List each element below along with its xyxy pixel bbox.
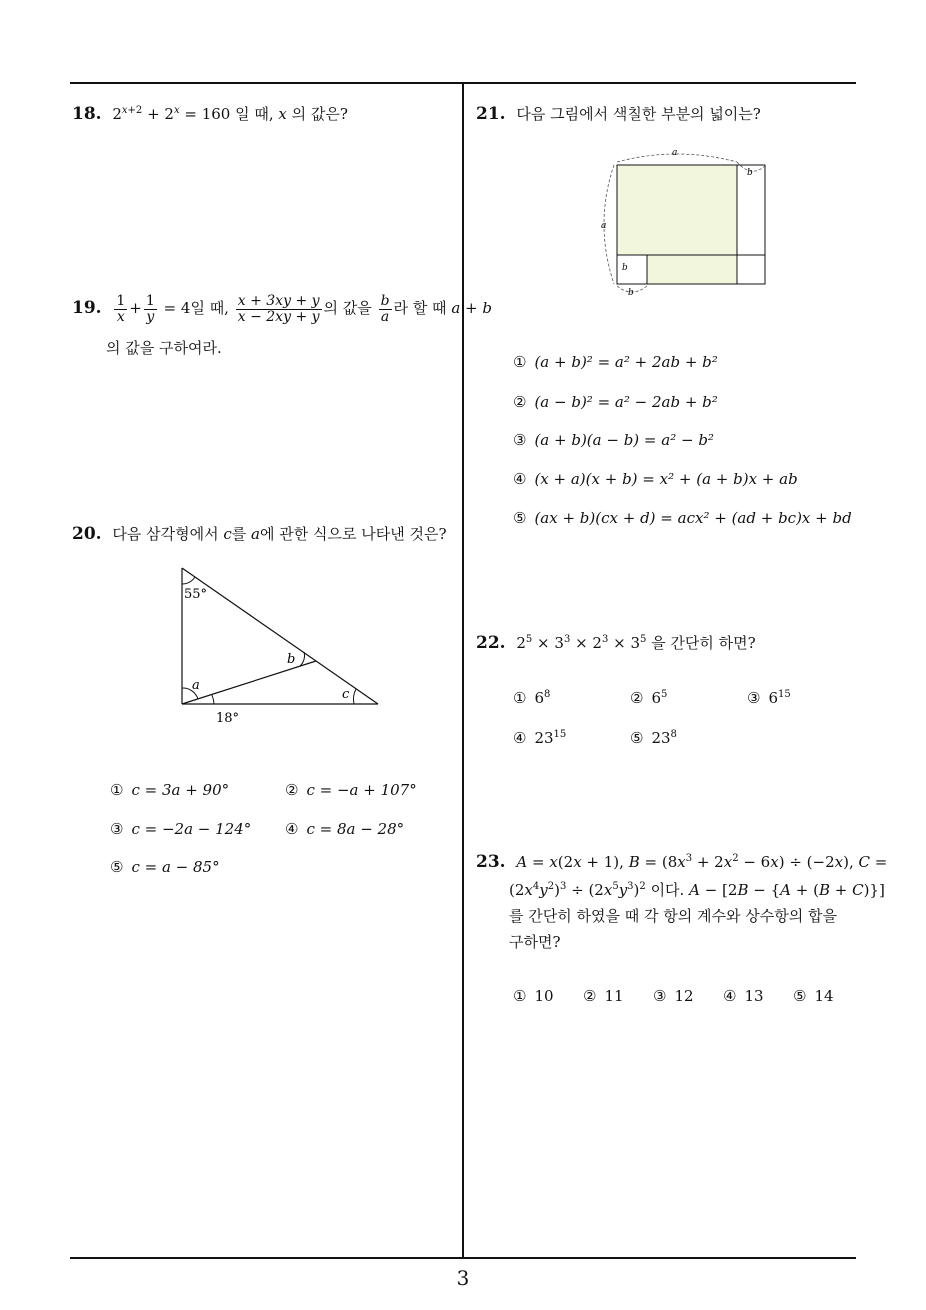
bottom-b-label: b: [628, 288, 634, 298]
angle-c-label: c: [342, 687, 350, 702]
question-text: 를: [231, 525, 247, 543]
question-23-line3: 를 간단히 하였을 때 각 항의 계수와 상수항의 합을: [509, 907, 837, 925]
inner-b-label: b: [622, 263, 628, 273]
q23-choice-1[interactable]: ① 10: [513, 987, 554, 1005]
fraction-1-over-x: $\frac{1}{x}$: [116, 292, 126, 325]
right-b-label: b: [747, 168, 753, 178]
top-a-label: a: [672, 148, 678, 158]
bottom-rule: [70, 1257, 856, 1259]
question-18: [72, 104, 348, 124]
equation: $2^{x+2} + 2^x = 160$: [112, 105, 231, 123]
question-19-line2: 의 값을 구하여라.: [106, 339, 222, 357]
angle-18-label: 18°: [216, 711, 240, 726]
variable-a: a: [251, 525, 260, 543]
question-number: 23.: [476, 852, 506, 872]
variable-c: c: [223, 525, 232, 543]
text: 일 때,: [190, 299, 229, 317]
question-number: 22.: [476, 633, 506, 653]
q22-choice-5[interactable]: ⑤ $23^8$: [630, 729, 677, 747]
main-fraction: $\frac{x + 3xy + y}{x - 2xy + y}$: [237, 292, 320, 325]
question-20: [72, 524, 447, 544]
q20-choice-1[interactable]: ① c = 3a + 90°: [110, 781, 230, 799]
expression: $2^5 \times 3^3 \times 2^3 \times 3^5$: [516, 634, 647, 652]
triangle-figure: [170, 560, 390, 730]
definition-a-b-c: A = x(2x + 1), $B = (8x^3 + 2x^2 - 6x) \div (-2x)$, C =: [516, 853, 888, 871]
question-23: [476, 852, 887, 872]
q22-choice-1[interactable]: ① $6^8$: [513, 689, 551, 707]
q23-choice-4[interactable]: ④ 13: [723, 987, 764, 1005]
question-number: 19.: [72, 298, 102, 318]
question-21: [476, 104, 761, 124]
question-number: 18.: [72, 104, 102, 124]
fraction-b-over-a: $\frac{b}{a}$: [380, 292, 390, 325]
text: 의 값을: [323, 299, 372, 317]
question-text: 다음 그림에서 색칠한 부분의 넓이는?: [516, 105, 761, 123]
question-number: 21.: [476, 104, 506, 124]
angle-a-label: a: [192, 678, 200, 693]
angle-55-label: 55°: [184, 587, 208, 602]
column-divider: [462, 82, 464, 1258]
question-22: [476, 633, 756, 653]
area-figure: [596, 144, 772, 300]
question-text: 다음 삼각형에서: [112, 525, 219, 543]
page-number: 3: [456, 1266, 470, 1290]
text: 이다.: [650, 881, 685, 899]
condition-value: = 4: [158, 299, 191, 317]
text: 라 할 때: [393, 299, 447, 317]
q22-choice-4[interactable]: ④ $23^{15}$: [513, 729, 567, 747]
q23-choice-5[interactable]: ⑤ 14: [793, 987, 834, 1005]
q23-choice-2[interactable]: ② 11: [583, 987, 624, 1005]
question-text: 일 때,: [235, 105, 279, 123]
angle-b-label: b: [287, 652, 296, 667]
q21-choice-1[interactable]: ① (a + b)² = a² + 2ab + b²: [513, 353, 718, 371]
question-text-tail: 의 값은?: [286, 105, 348, 123]
q21-choice-3[interactable]: ③ (a + b)(a − b) = a² − b²: [513, 431, 714, 449]
q21-choice-5[interactable]: ⑤ (ax + b)(cx + d) = acx² + (ad + bc)x + bd: [513, 509, 852, 527]
question-text: 을 간단히 하면?: [651, 634, 756, 652]
q20-choice-5[interactable]: ⑤ c = a − 85°: [110, 858, 220, 876]
question-19: 19. $\frac{1}{x}$ + $\frac{1}{y}$ = 4일 때, $\frac{x + 3xy + y}{x - 2xy + y}$ 의 값을 $\frac{b}{a}$ 라 할 때 a + b: [72, 292, 492, 325]
question-23-line4: 구하면?: [509, 933, 561, 951]
q22-choice-3[interactable]: ③ $6^{15}$: [747, 689, 791, 707]
q20-choice-3[interactable]: ③ c = −2a − 124°: [110, 820, 252, 838]
q21-choice-4[interactable]: ④ (x + a)(x + b) = x² + (a + b)x + ab: [513, 470, 798, 488]
q20-choice-2[interactable]: ② c = −a + 107°: [285, 781, 417, 799]
side-a-label: a: [601, 221, 607, 231]
question-23-line2: $(2x^4y^2)^3 \div (2x^5y^3)^2$ 이다. A − [2B − {A + (B + C)}]: [509, 881, 885, 899]
q23-choice-3[interactable]: ③ 12: [653, 987, 694, 1005]
question-number: 20.: [72, 524, 102, 544]
expression-a-plus-b: a + b: [451, 299, 492, 317]
variable-x: x: [278, 105, 287, 123]
q20-choice-4[interactable]: ④ c = 8a − 28°: [285, 820, 405, 838]
question-text: 에 관한 식으로 나타낸 것은?: [259, 525, 447, 543]
q21-choice-2[interactable]: ② (a − b)² = a² − 2ab + b²: [513, 393, 718, 411]
fraction-1-over-y: $\frac{1}{y}$: [145, 292, 155, 325]
q22-choice-2[interactable]: ② $6^5$: [630, 689, 668, 707]
